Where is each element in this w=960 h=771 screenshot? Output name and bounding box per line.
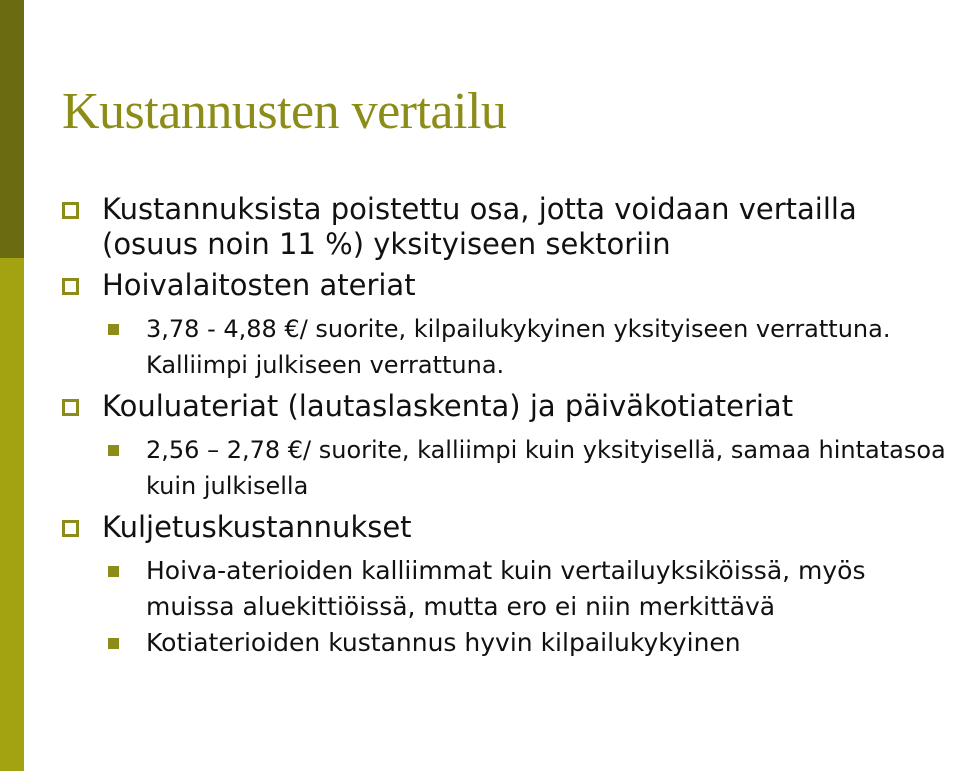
bullet-text: Kuljetuskustannukset — [102, 510, 412, 544]
sub-bullet-item — [108, 311, 952, 383]
sub-bullet-text: 3,78 - 4,88 €/ suorite, kilpailukykyinen yksityiseen verrattuna. Kalliimpi julkiseen verrattuna. — [146, 315, 891, 379]
sub-bullet-text: 2,56 – 2,78 €/ suorite, kalliimpi kuin yksityisellä, samaa hintatasoa kuin julkisella — [146, 436, 946, 500]
sub-list-2 — [62, 311, 952, 383]
sub-list-3 — [62, 432, 952, 504]
bullet-item-1 — [62, 192, 952, 262]
bullet-text: Kouluateriat (lautaslaskenta) ja päiväkotiateriat — [102, 389, 794, 423]
bullet-item-2 — [62, 268, 952, 303]
accent-bar-top — [0, 0, 24, 258]
sub-bullet-text: Hoiva-aterioiden kalliimmat kuin vertailuyksiköissä, myös muissa aluekittiöissä, mutta ero ei niin merkittävä — [146, 556, 866, 621]
sub-bullet-item — [108, 432, 952, 504]
slide-title: Kustannusten vertailu — [62, 83, 507, 140]
bullet-list — [62, 192, 952, 667]
sub-list-4 — [62, 553, 952, 661]
accent-bar-bottom — [0, 258, 24, 771]
sub-bullet-item — [108, 625, 952, 661]
filled-square-bullet-icon — [108, 638, 119, 649]
sub-bullet-item — [108, 553, 952, 625]
hollow-square-bullet-icon — [62, 399, 79, 416]
bullet-item-3 — [62, 389, 952, 424]
hollow-square-bullet-icon — [62, 520, 79, 537]
bullet-text: Hoivalaitosten ateriat — [102, 268, 416, 302]
bullet-item-4 — [62, 510, 952, 545]
filled-square-bullet-icon — [108, 566, 119, 577]
sub-bullet-text: Kotiaterioiden kustannus hyvin kilpailukykyinen — [146, 628, 741, 657]
bullet-text: Kustannuksista poistettu osa, jotta voidaan vertailla (osuus noin 11 %) yksityiseen sektoriin — [102, 192, 857, 261]
hollow-square-bullet-icon — [62, 278, 79, 295]
filled-square-bullet-icon — [108, 445, 119, 456]
hollow-square-bullet-icon — [62, 202, 79, 219]
filled-square-bullet-icon — [108, 324, 119, 335]
